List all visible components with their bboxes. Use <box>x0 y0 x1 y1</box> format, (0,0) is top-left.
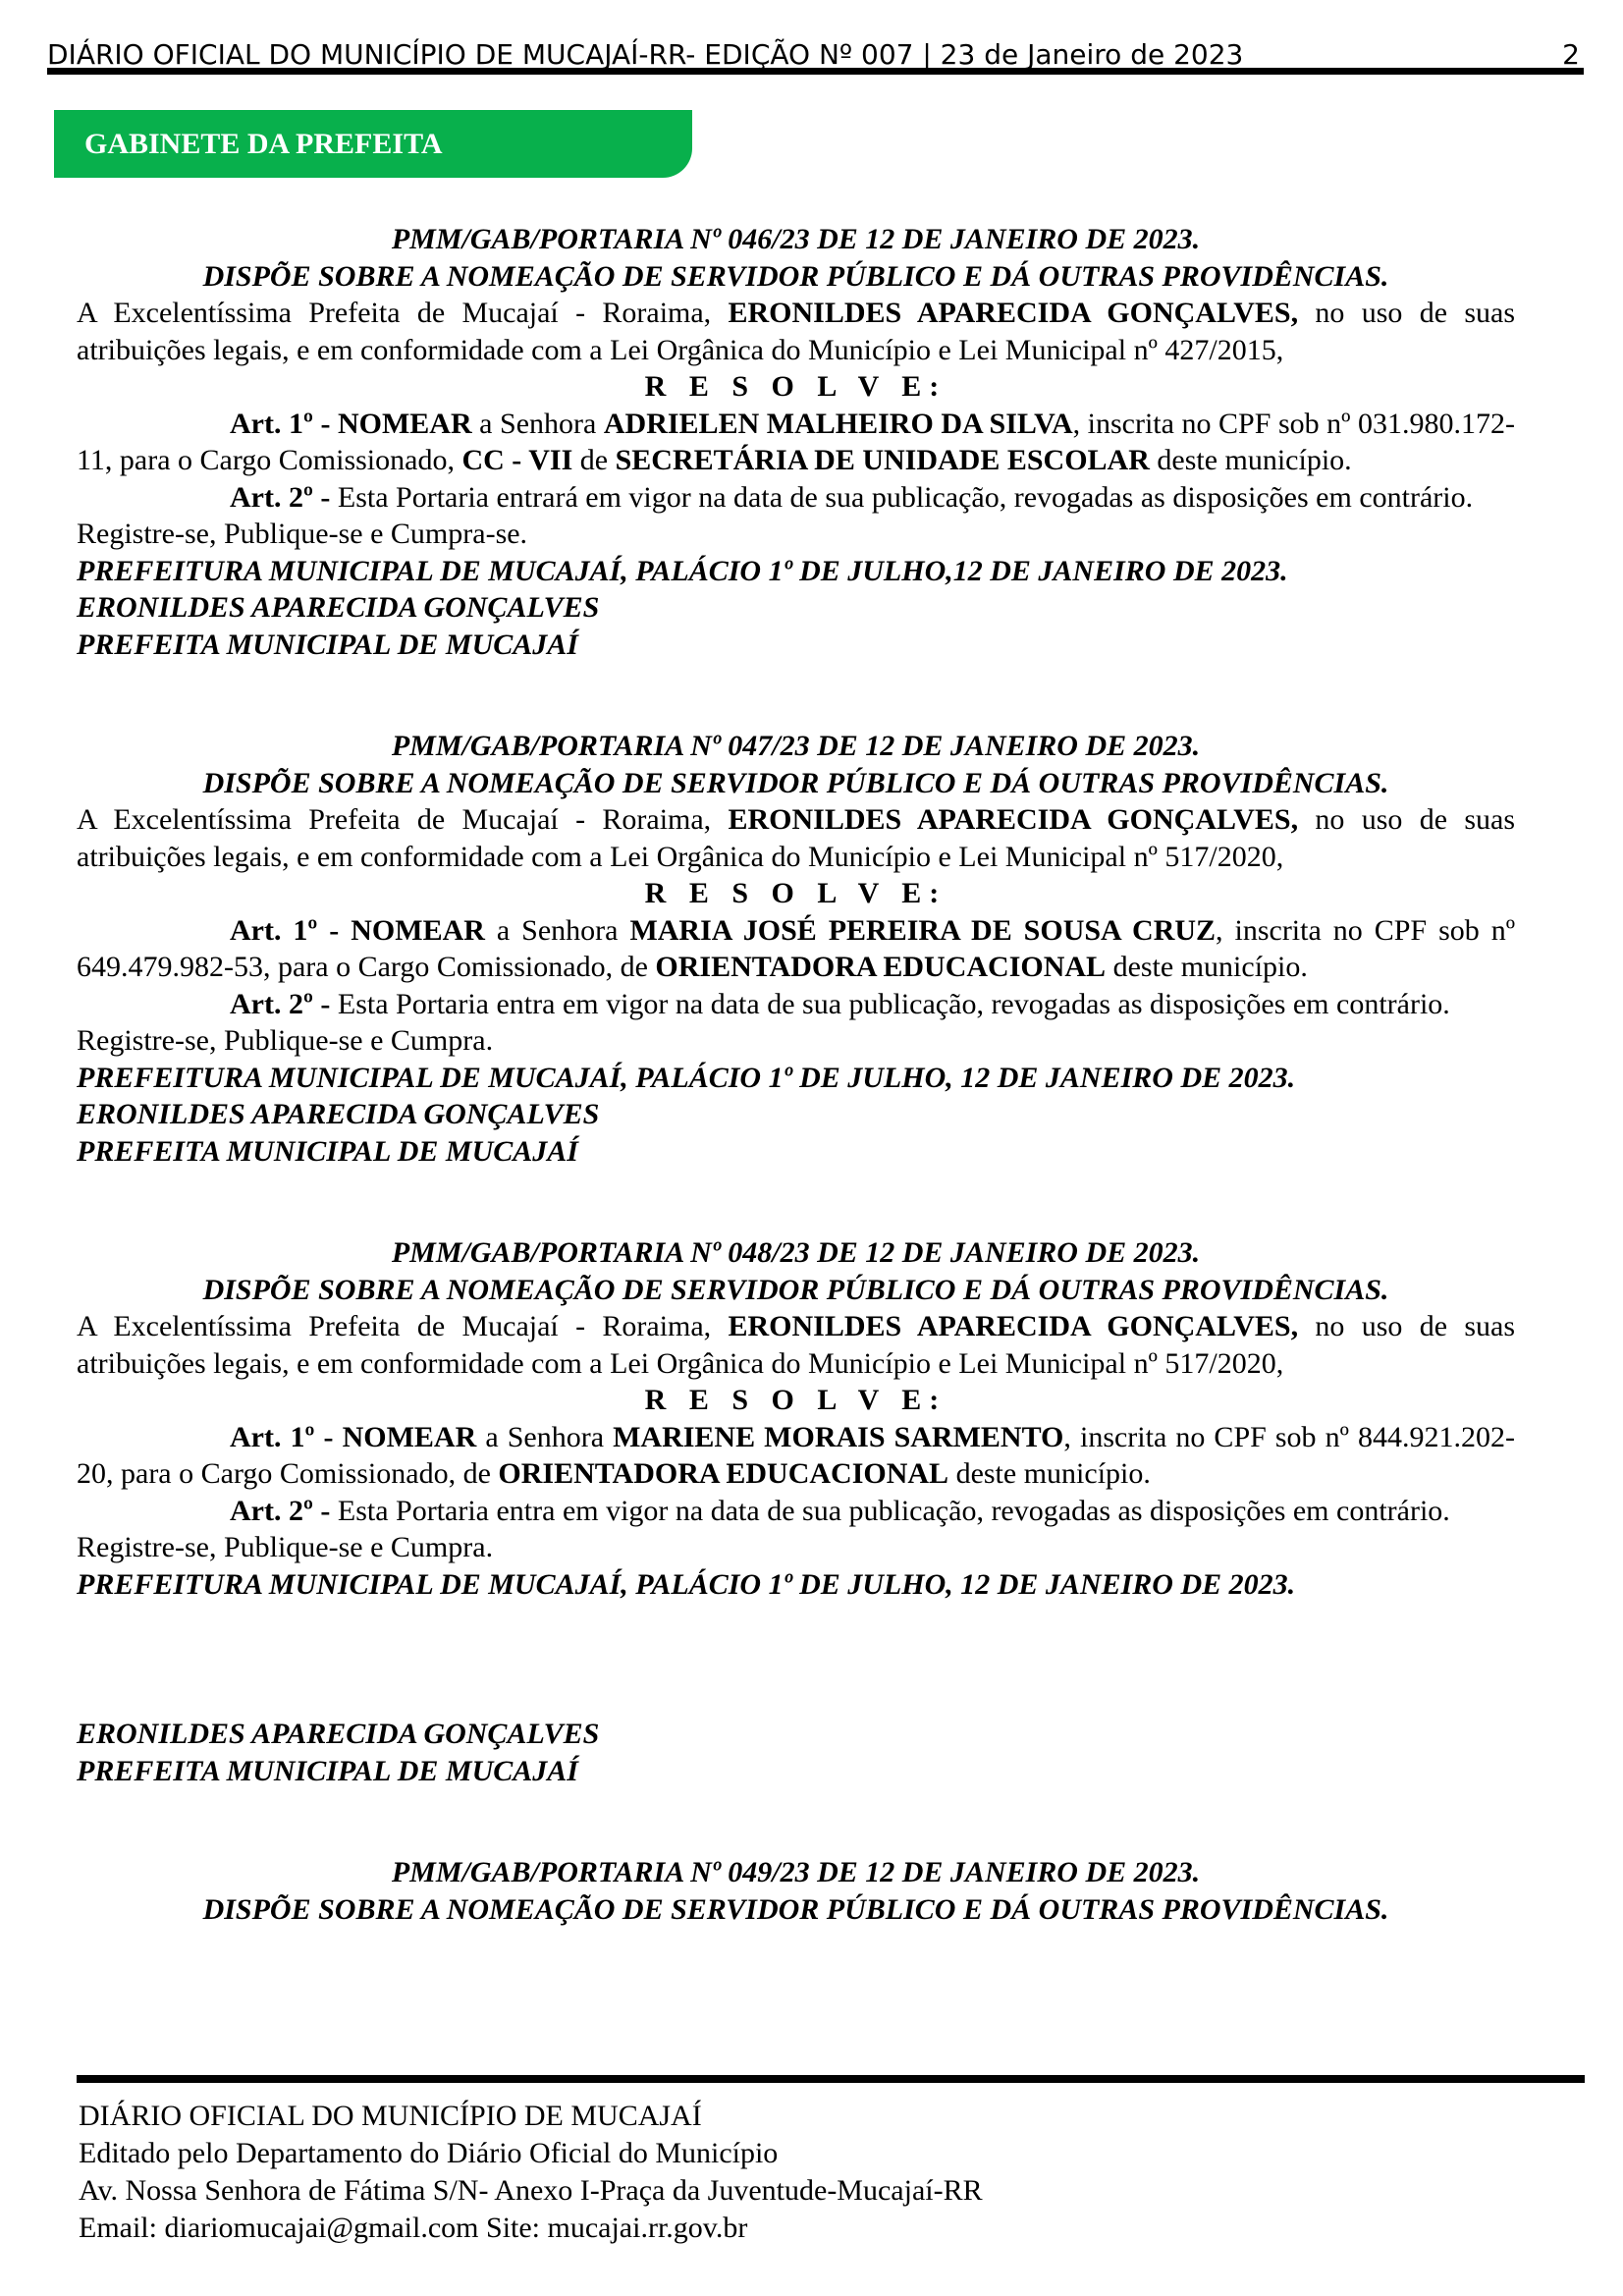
art1-text-d: deste município. <box>948 1457 1151 1490</box>
intro-text: A Excelentíssima Prefeita de Mucajaí - Roraima, <box>77 803 729 836</box>
section-tab <box>54 110 692 178</box>
art2-text: Esta Portaria entra em vigor na data de sua publicação, revogadas as disposições em contrário. <box>330 987 1450 1020</box>
portaria-046 <box>77 221 1515 663</box>
art2-label: Art. 2º - <box>230 480 331 514</box>
portaria-intro <box>77 1308 1515 1382</box>
art2-text: Esta Portaria entrará em vigor na data de sua publicação, revogadas as disposições em contrário. <box>330 480 1474 514</box>
art1-role: SECRETÁRIA DE UNIDADE ESCOLAR <box>615 444 1150 476</box>
article-1 <box>77 1419 1515 1493</box>
page-number: 2 <box>1562 38 1580 71</box>
art2-text: Esta Portaria entra em vigor na data de sua publicação, revogadas as disposições em contrário. <box>330 1494 1450 1527</box>
portaria-subtitle: DISPÕE SOBRE A NOMEAÇÃO DE SERVIDOR PÚBLICO E DÁ OUTRAS PROVIDÊNCIAS. <box>202 1273 1389 1306</box>
document-content <box>77 221 1515 1928</box>
portaria-title: PMM/GAB/PORTARIA Nº 047/23 DE 12 DE JANEIRO DE 2023. <box>391 730 1201 762</box>
article-2 <box>77 479 1515 517</box>
art1-label: Art. 1º - NOMEAR <box>230 913 485 947</box>
signer-role: PREFEITA MUNICIPAL DE MUCAJAÍ <box>77 1754 578 1787</box>
art1-text: a Senhora <box>484 913 630 947</box>
resolve-heading: R E S O L V E: <box>644 877 947 909</box>
portaria-048 <box>77 1234 1515 1789</box>
art1-name: MARIA JOSÉ PEREIRA DE SOUSA CRUZ <box>629 913 1217 947</box>
art2-label: Art. 2º - <box>230 1494 331 1527</box>
intro-name: ERONILDES APARECIDA GONÇALVES, <box>728 1310 1299 1342</box>
art1-label: Art. 1º - NOMEAR <box>230 407 472 440</box>
portaria-title: PMM/GAB/PORTARIA Nº 048/23 DE 12 DE JANEIRO DE 2023. <box>391 1236 1201 1269</box>
art1-role: ORIENTADORA EDUCACIONAL <box>498 1457 949 1490</box>
art1-name: MARIENE MORAIS SARMENTO <box>613 1420 1064 1453</box>
art1-cc: CC - VII <box>461 444 573 476</box>
resolve-heading: R E S O L V E: <box>644 1384 947 1416</box>
intro-text-end: no uso de suas atribuições legais, e em conformidade com a Lei Orgânica do Município e Lei Municipal nº 517/2020, <box>77 803 1515 873</box>
portaria-subtitle: DISPÕE SOBRE A NOMEAÇÃO DE SERVIDOR PÚBLICO E DÁ OUTRAS PROVIDÊNCIAS. <box>202 1892 1389 1926</box>
signer-name: ERONILDES APARECIDA GONÇALVES <box>77 1718 600 1750</box>
signer-name: ERONILDES APARECIDA GONÇALVES <box>77 1098 600 1130</box>
signer-name: ERONILDES APARECIDA GONÇALVES <box>77 591 600 624</box>
art1-text-b: , inscrita no CPF sob nº 844.921.202-20, para o Cargo Comissionado, de <box>77 1420 1515 1490</box>
intro-text: A Excelentíssima Prefeita de Mucajaí - Roraima, <box>77 297 729 329</box>
header-title: DIÁRIO OFICIAL DO MUNICÍPIO DE MUCAJAÍ-RR- EDIÇÃO Nº 007 | 23 de Janeiro de 2023 <box>47 38 1244 71</box>
intro-text-end: no uso de suas atribuições legais, e em conformidade com a Lei Orgânica do Município e Lei Municipal nº 517/2020, <box>77 1310 1515 1380</box>
article-1 <box>77 912 1515 986</box>
intro-text-end: no uso de suas atribuições legais, e em conformidade com a Lei Orgânica do Município e Lei Municipal nº 427/2015, <box>77 297 1515 366</box>
art1-label: Art. 1º - NOMEAR <box>230 1420 477 1453</box>
resolve-heading: R E S O L V E: <box>644 370 947 403</box>
footer-line-2: Editado pelo Departamento do Diário Oficial do Município <box>79 2137 779 2169</box>
art1-text-b: , inscrita no CPF sob nº 031.980.172-11, para o Cargo Comissionado, <box>77 407 1515 476</box>
art1-text-c: de <box>572 444 616 476</box>
place-date: PREFEITURA MUNICIPAL DE MUCAJAÍ, PALÁCIO 1º DE JULHO,12 DE JANEIRO DE 2023. <box>77 554 1288 587</box>
art1-text-d: deste município. <box>1149 444 1352 476</box>
signer-role: PREFEITA MUNICIPAL DE MUCAJAÍ <box>77 628 578 661</box>
portaria-subtitle: DISPÕE SOBRE A NOMEAÇÃO DE SERVIDOR PÚBLICO E DÁ OUTRAS PROVIDÊNCIAS. <box>202 259 1389 293</box>
intro-name: ERONILDES APARECIDA GONÇALVES, <box>728 297 1299 329</box>
article-2 <box>77 1493 1515 1530</box>
portaria-049 <box>77 1854 1515 1928</box>
footer-line-4: Email: diariomucajai@gmail.com Site: mucajai.rr.gov.br <box>79 2212 748 2244</box>
art1-text: a Senhora <box>471 407 604 440</box>
intro-name: ERONILDES APARECIDA GONÇALVES, <box>728 803 1299 836</box>
portaria-intro <box>77 801 1515 875</box>
portaria-subtitle: DISPÕE SOBRE A NOMEAÇÃO DE SERVIDOR PÚBLICO E DÁ OUTRAS PROVIDÊNCIAS. <box>202 766 1389 799</box>
signer-role: PREFEITA MUNICIPAL DE MUCAJAÍ <box>77 1134 578 1168</box>
art1-text: a Senhora <box>476 1420 614 1453</box>
section-tab-label: GABINETE DA PREFEITA <box>84 128 443 160</box>
art1-name: ADRIELEN MALHEIRO DA SILVA <box>603 407 1073 440</box>
page-header <box>47 31 1584 75</box>
place-date: PREFEITURA MUNICIPAL DE MUCAJAÍ, PALÁCIO 1º DE JULHO, 12 DE JANEIRO DE 2023. <box>77 1061 1296 1094</box>
page-footer <box>79 2098 983 2247</box>
art1-text-b: , inscrita no CPF sob nº 649.479.982-53, para o Cargo Comissionado, de <box>77 913 1516 983</box>
portaria-intro <box>77 295 1515 368</box>
footer-divider <box>77 2075 1585 2083</box>
registre-line: Registre-se, Publique-se e Cumpra. <box>77 1531 494 1563</box>
portaria-title: PMM/GAB/PORTARIA Nº 049/23 DE 12 DE JANEIRO DE 2023. <box>391 1856 1201 1888</box>
registre-line: Registre-se, Publique-se e Cumpra-se. <box>77 518 528 550</box>
footer-line-3: Av. Nossa Senhora de Fátima S/N- Anexo I-Praça da Juventude-Mucajaí-RR <box>79 2174 983 2207</box>
footer-line-1: DIÁRIO OFICIAL DO MUNICÍPIO DE MUCAJAÍ <box>79 2100 702 2132</box>
portaria-title: PMM/GAB/PORTARIA Nº 046/23 DE 12 DE JANEIRO DE 2023. <box>391 223 1201 255</box>
portaria-047 <box>77 728 1515 1170</box>
intro-text: A Excelentíssima Prefeita de Mucajaí - Roraima, <box>77 1310 729 1342</box>
place-date: PREFEITURA MUNICIPAL DE MUCAJAÍ, PALÁCIO 1º DE JULHO, 12 DE JANEIRO DE 2023. <box>77 1567 1296 1601</box>
article-1 <box>77 406 1515 479</box>
article-2 <box>77 986 1515 1023</box>
registre-line: Registre-se, Publique-se e Cumpra. <box>77 1024 494 1057</box>
art2-label: Art. 2º - <box>230 987 331 1020</box>
art1-text-d: deste município. <box>1106 951 1308 983</box>
art1-role: ORIENTADORA EDUCACIONAL <box>655 951 1107 983</box>
